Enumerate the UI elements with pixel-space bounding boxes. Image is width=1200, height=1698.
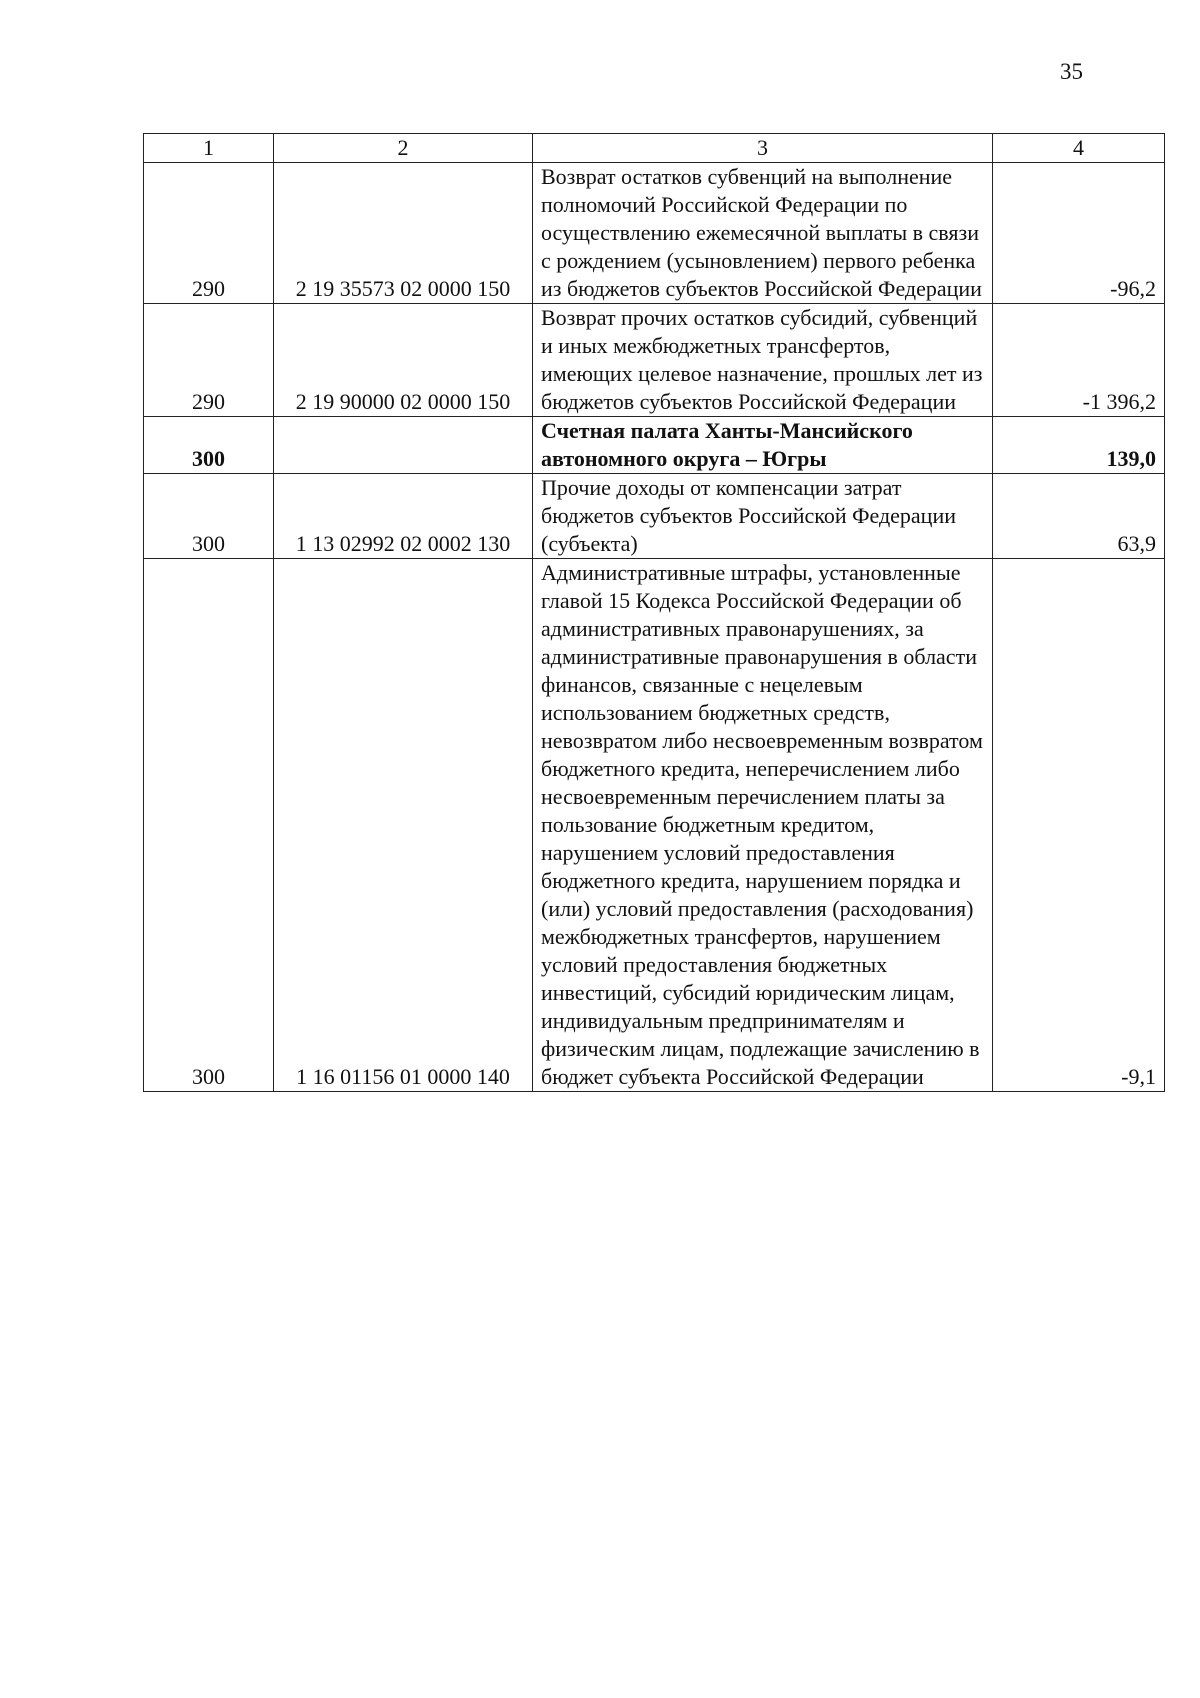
amount-cell: -96,2	[993, 163, 1165, 304]
revenue-table	[143, 133, 1165, 1092]
header-col-2: 2	[274, 134, 533, 163]
admin-code-cell: 290	[144, 304, 274, 417]
amount-cell: -9,1	[993, 559, 1165, 1092]
page-number: 35	[1060, 59, 1083, 84]
budget-code-cell: 2 19 90000 02 0000 150	[274, 304, 533, 417]
description-cell: Счетная палата Ханты-Мансийского автономного округа – Югры	[533, 417, 993, 474]
admin-code-cell: 290	[144, 163, 274, 304]
description-cell: Прочие доходы от компенсации затрат бюджетов субъектов Российской Федерации (субъекта)	[533, 474, 993, 559]
budget-code-cell	[274, 417, 533, 474]
budget-code-cell: 1 16 01156 01 0000 140	[274, 559, 533, 1092]
table-row-section-header	[144, 417, 1165, 474]
header-col-4: 4	[993, 134, 1165, 163]
header-col-1: 1	[144, 134, 274, 163]
amount-cell: 139,0	[993, 417, 1165, 474]
description-cell: Возврат остатков субвенций на выполнение полномочий Российской Федерации по осуществлению ежемесячной выплаты в связи с рождением (усыновлением) первого ребенка из бюджетов субъектов Российской Федерации	[533, 163, 993, 304]
table-row	[144, 474, 1165, 559]
budget-code-cell: 2 19 35573 02 0000 150	[274, 163, 533, 304]
amount-cell: -1 396,2	[993, 304, 1165, 417]
table-row	[144, 163, 1165, 304]
budget-code-cell: 1 13 02992 02 0002 130	[274, 474, 533, 559]
description-cell: Возврат прочих остатков субсидий, субвенций и иных межбюджетных трансфертов, имеющих целевое назначение, прошлых лет из бюджетов субъектов Российской Федерации	[533, 304, 993, 417]
table-row	[144, 304, 1165, 417]
amount-cell: 63,9	[993, 474, 1165, 559]
table-row	[144, 559, 1165, 1092]
admin-code-cell: 300	[144, 559, 274, 1092]
admin-code-cell: 300	[144, 474, 274, 559]
header-col-3: 3	[533, 134, 993, 163]
table-header-row	[144, 134, 1165, 163]
admin-code-cell: 300	[144, 417, 274, 474]
description-cell: Административные штрафы, установленные главой 15 Кодекса Российской Федерации об административных правонарушениях, за административные правонарушения в области финансов, связанные с нецелевым использованием бюджетных средств, невозвратом либо несвоевременным возвратом бюджетного кредита, неперечислением либо несвоевременным перечислением платы за пользование бюджетным кредитом, нарушением условий предоставления бюджетного кредита, нарушением порядка и (или) условий предоставления (расходования) межбюджетных трансфертов, нарушением условий предоставления бюджетных инвестиций, субсидий юридическим лицам, индивидуальным предпринимателям и физическим лицам, подлежащие зачислению в бюджет субъекта Российской Федерации	[533, 559, 993, 1092]
